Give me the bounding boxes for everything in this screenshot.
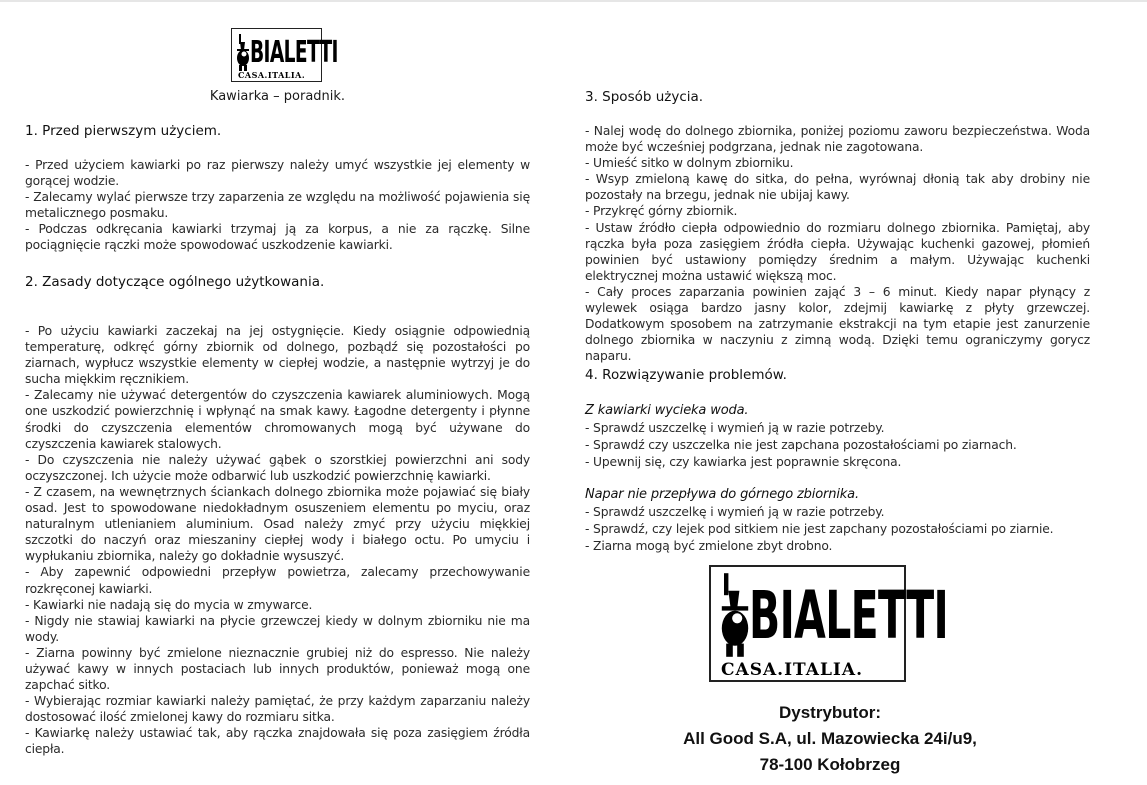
problem-2-item: - Sprawdź uszczelkę i wymień ją w razie potrzeby.	[585, 505, 885, 519]
section-3-item: - Przykręć górny zbiornik.	[585, 204, 738, 219]
problem-1-item: - Sprawdź uszczelkę i wymień ją w razie potrzeby.	[585, 421, 885, 435]
section-2-item: - Zalecamy nie używać detergentów do czyszczenia kawiarek aluminiowych. Mogą one uszkodzić powierzchnię i wpłynąć na smak kawy. Łagodne detergenty i płynne środki do czyszczenia elementów chromowanych mogą być używane do czyszczenia kawiarek stalowych.	[25, 388, 530, 451]
section-3-item: - Umieść sitko w dolnym zbiorniku.	[585, 156, 794, 171]
distributor-address-line1: All Good S.A, ul. Mazowiecka 24i/u9,	[683, 729, 977, 748]
section-3-heading: 3. Sposób użycia.	[585, 89, 704, 105]
problem-2-block	[585, 486, 1125, 555]
section-2-body	[25, 323, 530, 758]
section-2-item: - Kawiarki nie nadają się do mycia w zmywarce.	[25, 597, 313, 612]
bialetti-logo-small	[231, 28, 338, 82]
logo-brand-text: BIALETTI	[250, 35, 338, 70]
section-3-item: - Nalej wodę do dolnego zbiornika, poniżej poziomu zaworu bezpieczeństwa. Woda może być wcześniej podgrzana, jednak nie zagotowana.	[585, 124, 1090, 155]
problem-1-item: - Sprawdź czy uszczelka nie jest zapchana pozostałościami po ziarnach.	[585, 438, 1017, 452]
section-2-item: - Wybierając rozmiar kawiarki należy pamiętać, że przy każdym zaparzaniu należy dostosować ilość zmielonej kawy do rozmiaru sitka.	[25, 694, 530, 725]
section-2-item: - Po użyciu kawiarki zaczekaj na jej ostygnięcie. Kiedy osiągnie odpowiednią temperaturę, odkręć górny zbiornik od dolnego, pozbądź się pozostałości po ziarnach, wypłucz wszystkie elementy w ciepłej wodzie, a następnie wytrzyj je do sucha miękkim ręcznikiem.	[25, 324, 530, 387]
section-3-item: - Ustaw źródło ciepła odpowiednio do rozmiaru dolnego zbiornika. Pamiętaj, aby rączka była poza zasięgiem źródła ciepła. Używając kuchenki gazowej, płomień powinien być ustawiony pomiędzy średnim a małym. Używając kuchenki elektrycznej można ustawić większą moc.	[585, 220, 1090, 283]
section-1-item: - Przed użyciem kawiarki po raz pierwszy należy umyć wszystkie jej elementy w gorącej wodzie.	[25, 158, 530, 189]
problem-1-item: - Upewnij się, czy kawiarka jest poprawnie skręcona.	[585, 455, 902, 469]
problem-2-title: Napar nie przepływa do górnego zbiornika.	[585, 487, 859, 502]
logo-sub-text: CASA.ITALIA.	[721, 660, 863, 680]
bialetti-logo-large	[709, 565, 949, 682]
distributor-address-line2: 78-100 Kołobrzeg	[759, 755, 901, 774]
section-2-item: - Nigdy nie stawiaj kawiarki na płycie grzewczej kiedy w dolnym zbiorniku nie ma wody.	[25, 613, 530, 644]
logo-brand-text: BIALETTI	[749, 577, 949, 654]
distributor-label: Dystrybutor:	[778, 703, 881, 722]
section-3-item: - Cały proces zaparzania powinien zająć 3 – 6 minut. Kiedy napar płynący z wylewek osiąga bardzo jasny kolor, zdejmij kawiarkę z płyty grzewczej. Dodatkowym sposobem na zatrzymanie ekstrakcji na tym etapie jest zanurzenie dolnego zbiornika w naczyniu z zimną wodą. Dzięki temu ograniczymy gorycz naparu.	[585, 284, 1090, 364]
distributor-block	[620, 700, 1040, 778]
section-2-item: - Do czyszczenia nie należy używać gąbek o szorstkiej powierzchni ani sody oczyszczonej. Ich użycie może odbarwić lub uszkodzić powierzchnię kawiarki.	[25, 452, 530, 483]
section-2-item: - Ziarna powinny być zmielone nieznacznie grubiej niż do espresso. Nie należy używać kawy w innych postaciach lub innych produktów, ponieważ mogą one zapchać sitko.	[25, 645, 530, 693]
section-1-item: - Podczas odkręcania kawiarki trzymaj ją za korpus, a nie za rączkę. Silne pociągnięcie rączki może spowodować uszkodzenie kawiarki.	[25, 222, 530, 253]
section-3-body	[585, 123, 1090, 364]
problem-1-block	[585, 402, 1125, 471]
section-2-heading: 2. Zasady dotyczące ogólnego użytkowania.	[25, 274, 325, 290]
problem-2-item: - Ziarna mogą być zmielone zbyt drobno.	[585, 539, 833, 553]
section-1-heading: 1. Przed pierwszym użyciem.	[25, 123, 222, 139]
document-title: Kawiarka – poradnik.	[209, 89, 346, 104]
section-1-body	[25, 157, 530, 254]
section-2-item: - Z czasem, na wewnętrznych ściankach dolnego zbiornika może pojawiać się biały osad. Jest to spowodowane niedokładnym osuszeniem elementu po myciu, oraz naturalnym utlenianiem aluminium. Osad należy zmyć przy użyciu miękkiej szczotki do naczyń oraz mieszaniny ciepłej wody i białego octu. Po umyciu i wypłukaniu zbiornika, należy go dokładnie wysuszyć.	[25, 484, 530, 564]
problem-2-item: - Sprawdź, czy lejek pod sitkiem nie jest zapchany pozostałościami po ziarnie.	[585, 522, 1054, 536]
section-2-item: - Aby zapewnić odpowiedni przepływ powietrza, zalecamy przechowywanie rozkręconej kawiarki.	[25, 565, 530, 596]
problem-1-title: Z kawiarki wycieka woda.	[585, 403, 749, 418]
page-top-border	[0, 0, 1147, 2]
logo-sub-text: CASA.ITALIA.	[238, 70, 306, 80]
section-2-item: - Kawiarkę należy ustawiać tak, aby rączka znajdowała się poza zasięgiem źródła ciepła.	[25, 726, 530, 757]
section-4-heading: 4. Rozwiązywanie problemów.	[585, 367, 787, 383]
section-1-item: - Zalecamy wylać pierwsze trzy zaparzenia ze względu na możliwość pojawienia się metalicznego posmaku.	[25, 190, 530, 221]
section-3-item: - Wsyp zmieloną kawę do sitka, do pełna, wyrównaj dłonią tak aby drobiny nie pozostały na brzegu, jednak nie ubijaj kawy.	[585, 172, 1090, 203]
